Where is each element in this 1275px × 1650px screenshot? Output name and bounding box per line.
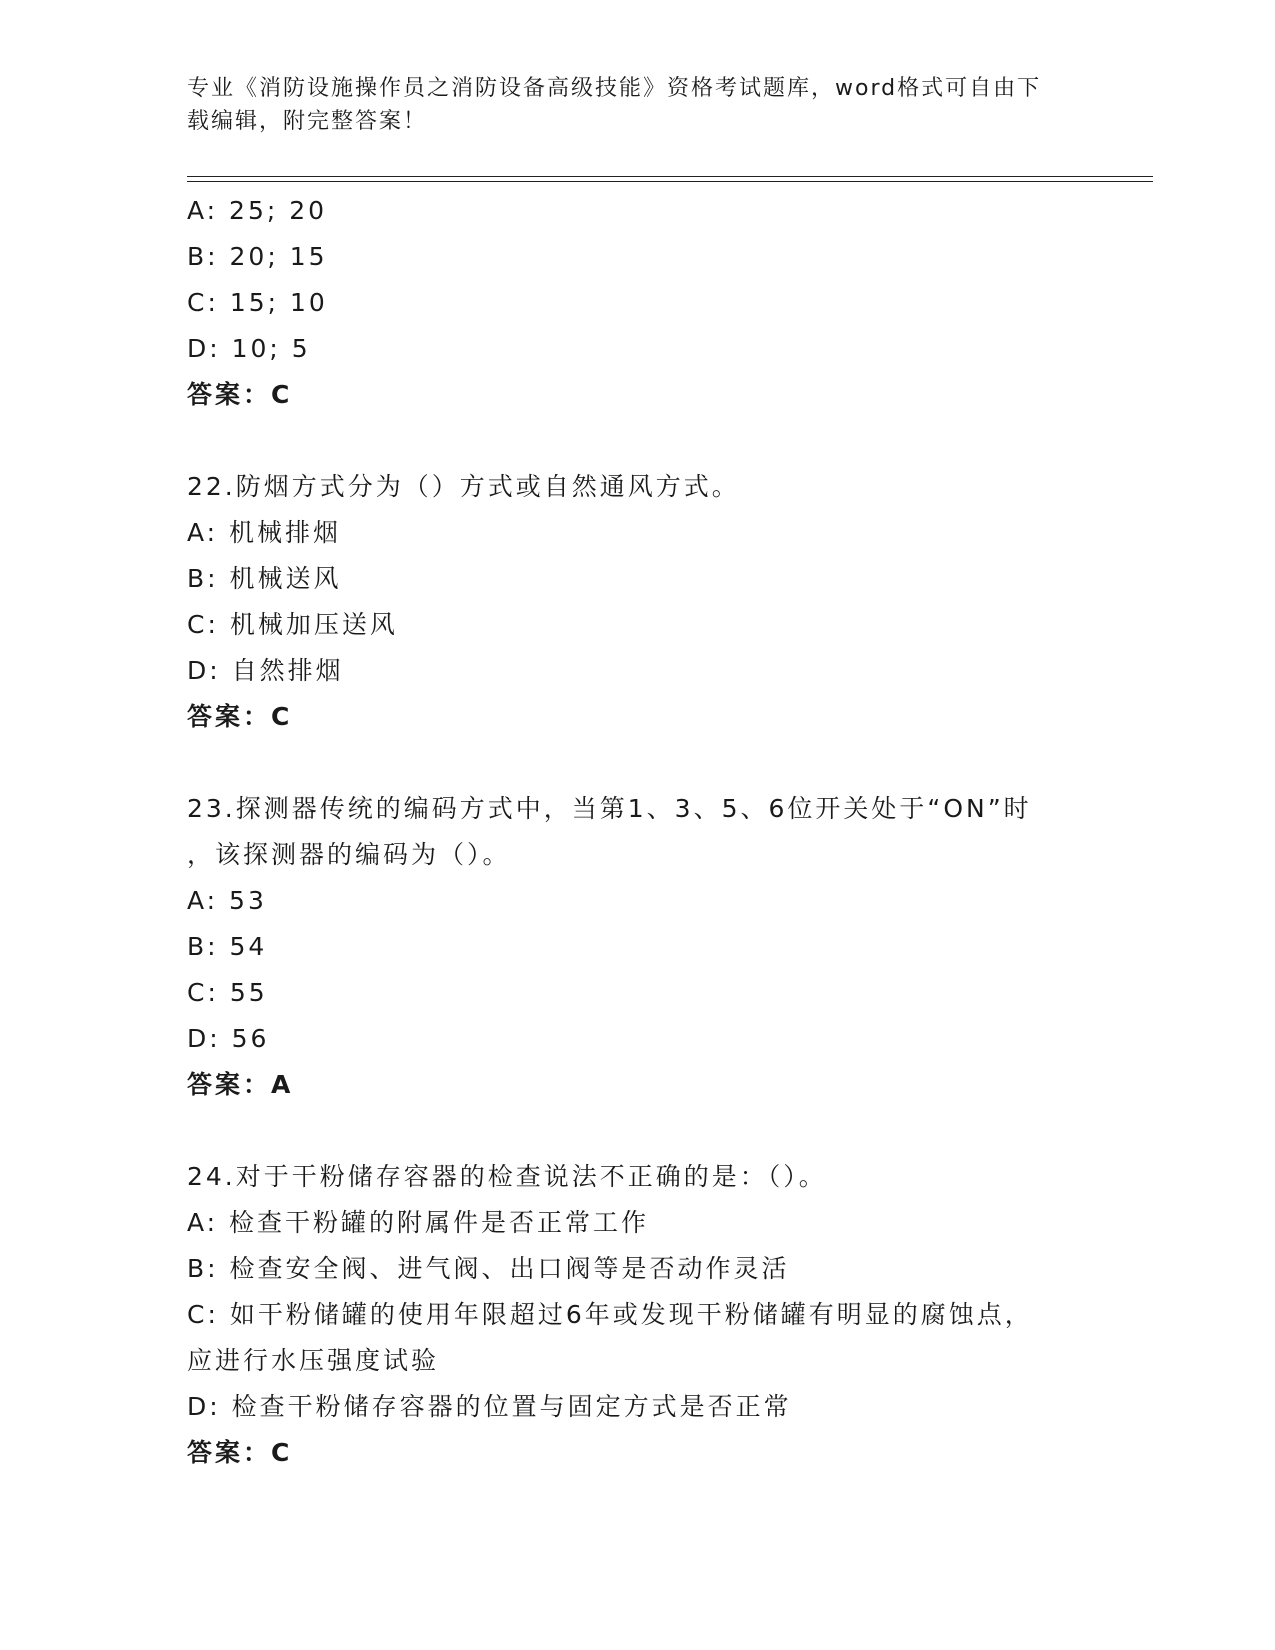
spacer (187, 1108, 1087, 1154)
spacer (187, 418, 1087, 464)
q22-option-b: B: 机械送风 (187, 564, 342, 593)
q23-option-a: A: 53 (187, 886, 267, 915)
question-list (187, 188, 1087, 1476)
q21-option-a: A: 25; 20 (187, 196, 328, 225)
header-line-2: 载编辑，附完整答案！ (187, 109, 428, 134)
document-header (187, 72, 1067, 138)
q24-option-c-line-2: 应进行水压强度试验 (187, 1346, 440, 1375)
header-divider-bottom (187, 181, 1153, 182)
q22-option-a: A: 机械排烟 (187, 518, 342, 547)
header-divider-top (187, 176, 1153, 177)
q21-option-b: B: 20; 15 (187, 242, 328, 271)
q24-option-b: B: 检查安全阀、进气阀、出口阀等是否动作灵活 (187, 1254, 790, 1283)
q22-option-d: D: 自然排烟 (187, 656, 344, 685)
question-21-block (187, 188, 1087, 418)
question-22-block (187, 464, 1087, 740)
spacer (187, 740, 1087, 786)
question-24-block (187, 1154, 1087, 1476)
q21-option-c: C: 15; 10 (187, 288, 328, 317)
q24-option-a: A: 检查干粉罐的附属件是否正常工作 (187, 1208, 650, 1237)
header-line-1: 专业《消防设施操作员之消防设备高级技能》资格考试题库，word格式可自由下 (187, 76, 1042, 101)
q22-stem: 22.防烟方式分为（）方式或自然通风方式。 (187, 472, 740, 501)
q23-stem-line-2: ，该探测器的编码为（）。 (187, 840, 511, 869)
q23-option-c: C: 55 (187, 978, 268, 1007)
q24-option-d: D: 检查干粉储存容器的位置与固定方式是否正常 (187, 1392, 792, 1421)
q23-answer: 答案：A (187, 1070, 294, 1099)
q24-option-c-line-1: C: 如干粉储罐的使用年限超过6年或发现干粉储罐有明显的腐蚀点， (187, 1300, 1033, 1329)
q24-answer: 答案：C (187, 1438, 293, 1467)
q24-stem: 24.对于干粉储存容器的检查说法不正确的是：（）。 (187, 1162, 827, 1191)
q21-answer: 答案：C (187, 380, 293, 409)
q23-option-b: B: 54 (187, 932, 268, 961)
q23-option-d: D: 56 (187, 1024, 270, 1053)
q22-option-c: C: 机械加压送风 (187, 610, 398, 639)
question-23-block (187, 786, 1087, 1108)
q23-stem-line-1: 23.探测器传统的编码方式中，当第1、3、5、6位开关处于“ON”时 (187, 794, 1032, 823)
q22-answer: 答案：C (187, 702, 293, 731)
q21-option-d: D: 10; 5 (187, 334, 311, 363)
